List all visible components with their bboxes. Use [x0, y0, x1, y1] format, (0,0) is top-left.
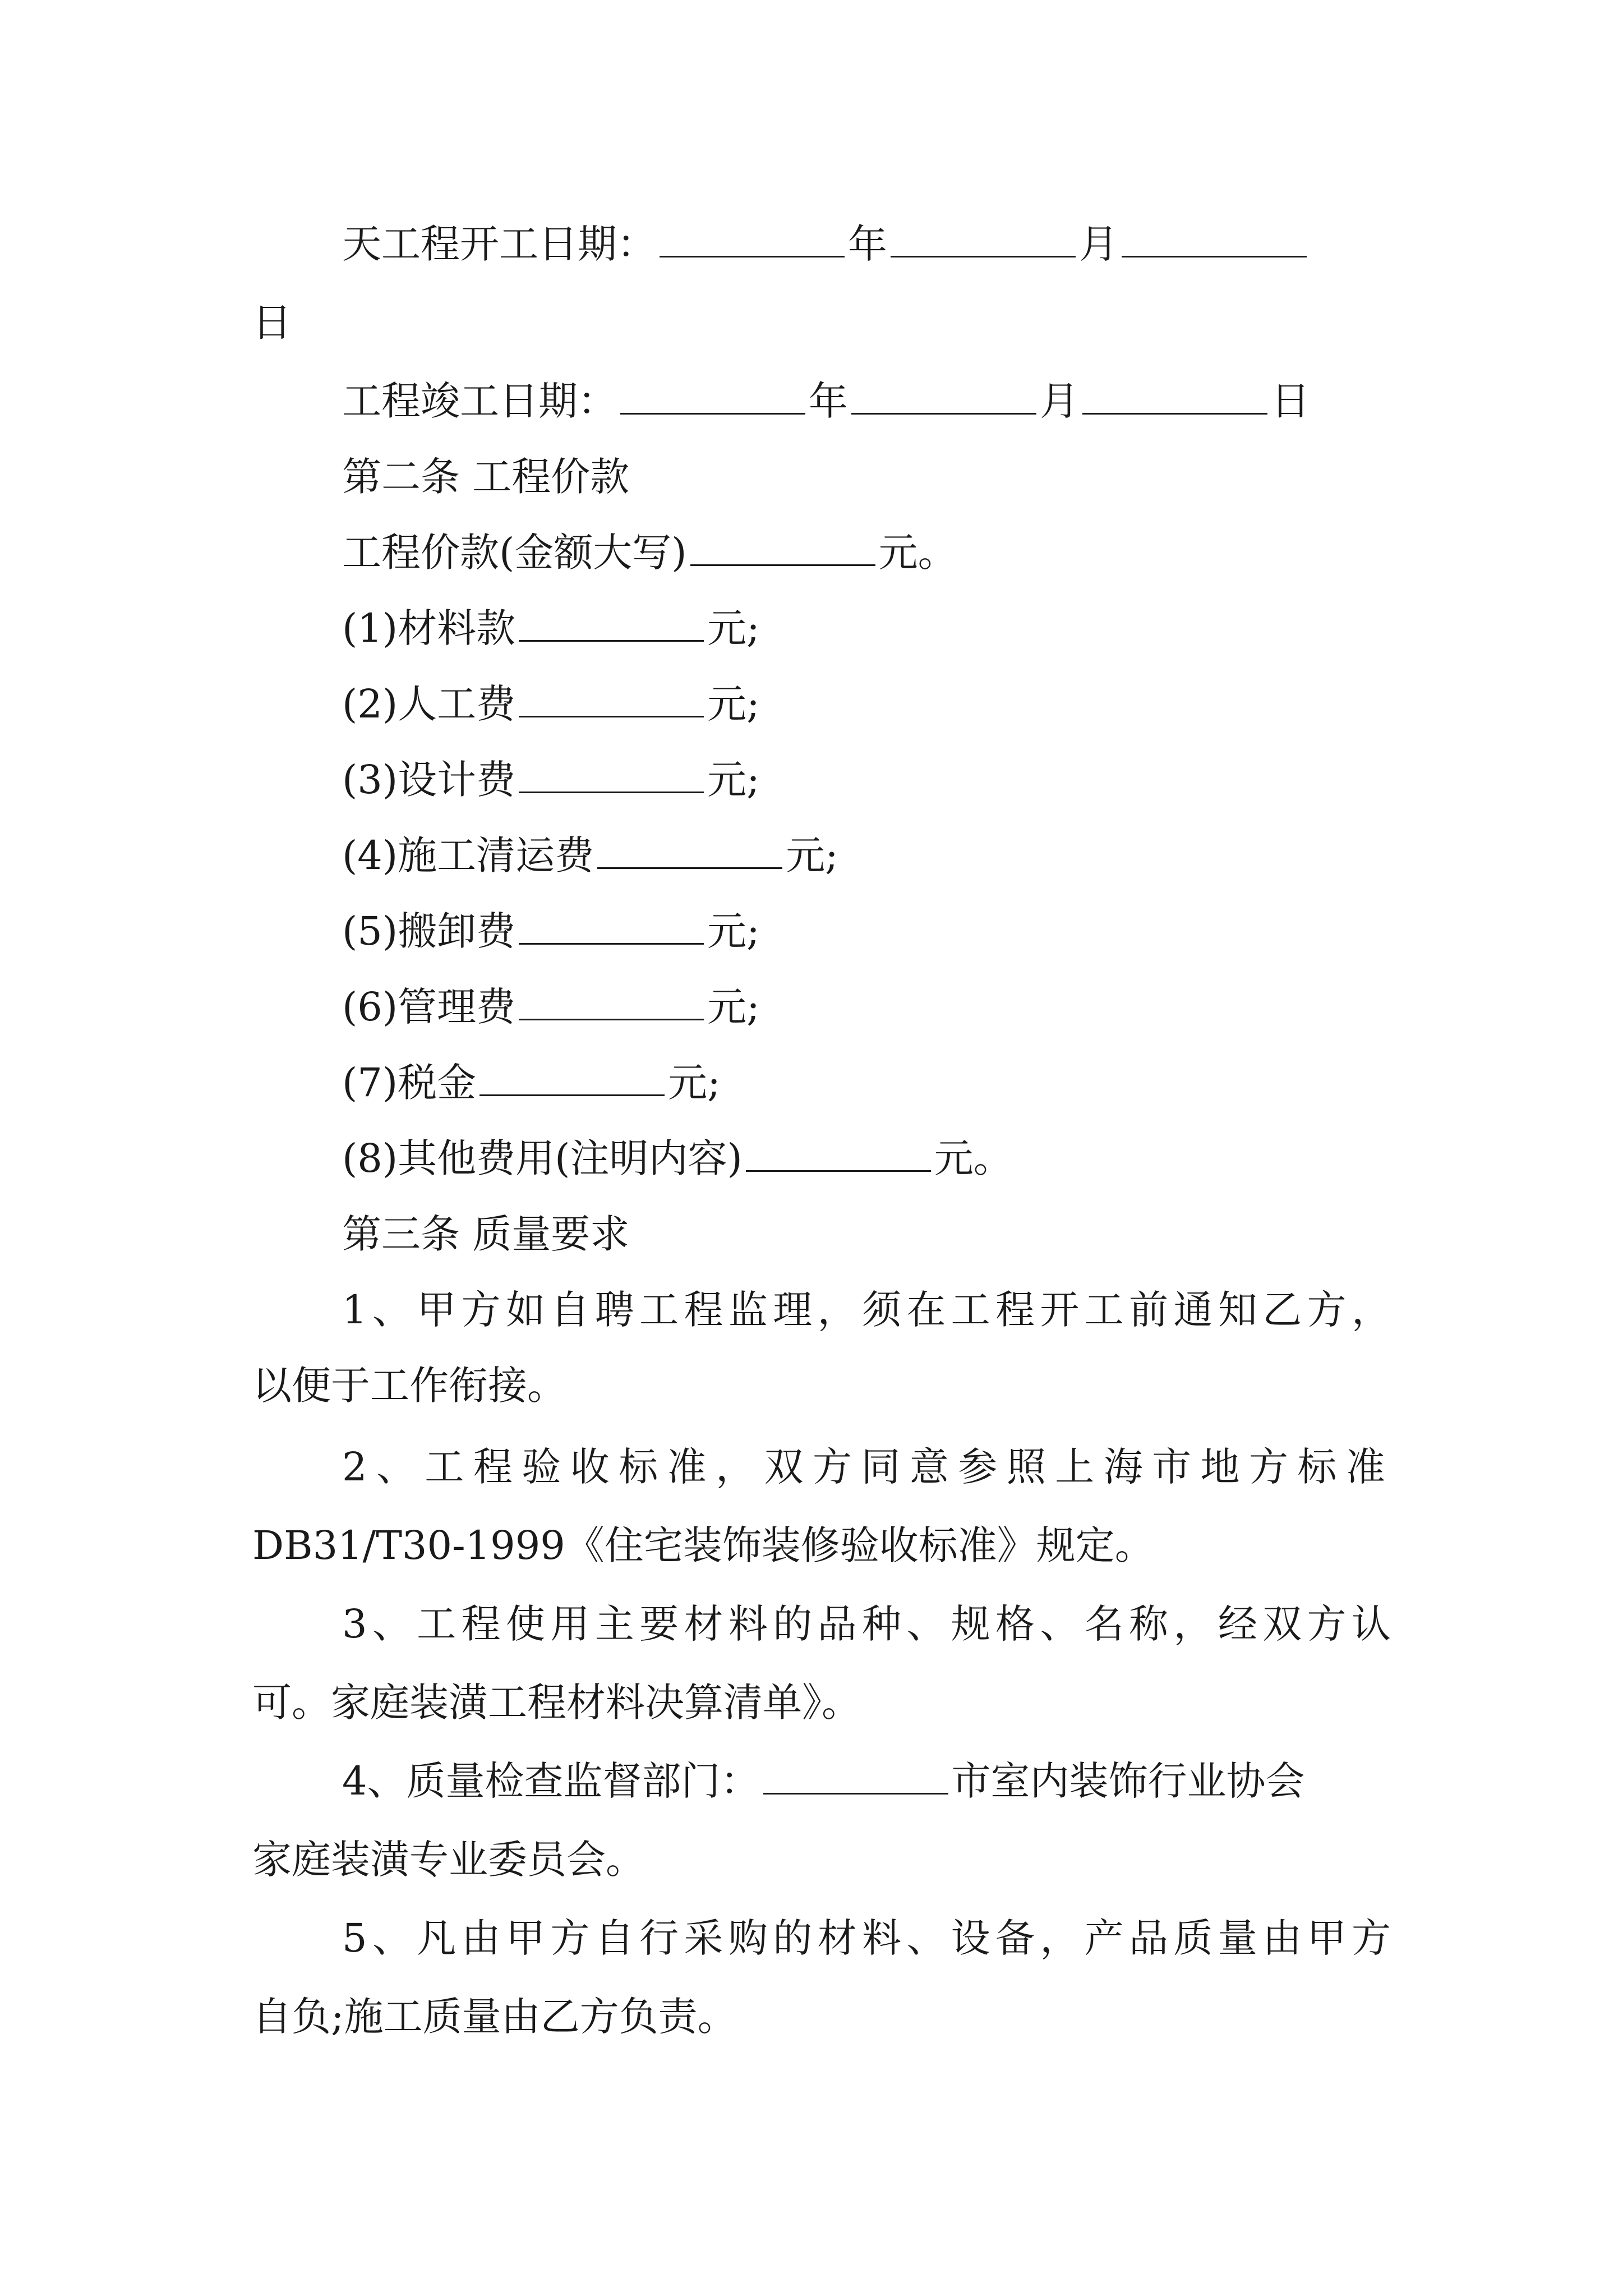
supervision-dept-label: 4、质量检查监督部门： [342, 1758, 760, 1804]
fee-item-unit: 元; [707, 681, 760, 727]
end-month-blank[interactable] [851, 374, 1036, 415]
fee-item-blank[interactable] [746, 1131, 931, 1172]
fee-item-label: (1)材料款 [342, 605, 516, 651]
month-label: 月 [1040, 378, 1079, 424]
total-price-label: 工程价款(金额大写) [342, 530, 687, 576]
fee-item-blank[interactable] [519, 677, 704, 717]
article2-heading: 第二条 工程价款 [342, 454, 630, 500]
fee-item-blank[interactable] [519, 904, 704, 945]
fee-item-blank[interactable] [519, 979, 704, 1020]
fee-item [342, 676, 760, 732]
start-month-blank[interactable] [891, 217, 1076, 257]
fee-item [342, 827, 838, 884]
fee-item-label: (4)施工清运费 [342, 832, 594, 878]
total-price-blank[interactable] [690, 525, 875, 566]
quality-para-3-line-2: 可。家庭装潢工程材料决算清单》。 [252, 1680, 861, 1726]
month-label: 月 [1079, 221, 1118, 267]
day-label: 日 [252, 300, 292, 346]
fee-item-label: (5)搬卸费 [342, 908, 516, 954]
fee-item-unit: 元; [707, 908, 760, 954]
quality-para-3-line-1: 3、工程使用主要材料的品种、规格、名称，经双方认 [342, 1601, 1391, 1647]
supervision-dept-rest: 市室内装饰行业协会 [951, 1758, 1305, 1804]
fee-item [342, 1055, 721, 1111]
total-price-line [342, 524, 957, 581]
year-label: 年 [809, 378, 848, 424]
quality-para-5-line-2: 自负;施工质量由乙方负责。 [252, 1994, 737, 2040]
quality-para-5-line-1: 5、凡由甲方自行采购的材料、设备，产品质量由甲方 [342, 1915, 1391, 1961]
fee-item-label: (8)其他费用(注明内容) [342, 1135, 743, 1181]
fee-item-unit: 元; [707, 757, 760, 803]
quality-para-4-line-1 [342, 1753, 1305, 1809]
fee-item [342, 600, 760, 656]
fee-item [342, 1130, 1013, 1186]
article3-heading: 第三条 质量要求 [342, 1211, 630, 1257]
fee-item-unit: 元; [668, 1060, 721, 1106]
day-label: 日 [1271, 378, 1310, 424]
quality-para-2-line-2: DB31/T30-1999《住宅装饰装修验收标准》规定。 [252, 1522, 1154, 1568]
start-date-day-line [252, 295, 292, 351]
end-date-line [342, 373, 1310, 429]
end-date-label: 工程竣工日期： [342, 378, 617, 424]
fee-item [342, 903, 760, 959]
fee-item-label: (7)税金 [342, 1060, 477, 1106]
supervision-dept-blank[interactable] [763, 1754, 948, 1795]
fee-item-label: (3)设计费 [342, 757, 516, 803]
fee-item-unit: 元。 [934, 1135, 1013, 1181]
quality-para-1-line-2: 以便于工作衔接。 [252, 1363, 566, 1409]
fee-item-blank[interactable] [597, 828, 782, 869]
fee-item-blank[interactable] [479, 1055, 665, 1096]
year-label: 年 [848, 221, 887, 267]
fee-item-label: (6)管理费 [342, 984, 516, 1030]
start-date-line [342, 216, 1310, 272]
fee-item-blank[interactable] [519, 601, 704, 642]
total-price-unit: 元。 [878, 530, 957, 576]
start-year-blank[interactable] [660, 217, 845, 257]
fee-item [342, 979, 760, 1035]
start-date-label: 天工程开工日期： [342, 221, 656, 267]
quality-para-4-line-2: 家庭装潢专业委员会。 [252, 1837, 645, 1883]
fee-item-unit: 元; [786, 832, 838, 878]
quality-para-1-line-1: 1、甲方如自聘工程监理，须在工程开工前通知乙方， [342, 1287, 1391, 1333]
quality-para-2-line-1: 2、工程验收标准，双方同意参照上海市地方标准 [342, 1444, 1385, 1490]
fee-item-unit: 元; [707, 605, 760, 651]
fee-item-unit: 元; [707, 984, 760, 1030]
fee-item-label: (2)人工费 [342, 681, 516, 727]
end-day-blank[interactable] [1082, 374, 1267, 415]
fee-item [342, 752, 760, 808]
start-day-blank[interactable] [1122, 217, 1307, 257]
fee-item-blank[interactable] [519, 752, 704, 793]
end-year-blank[interactable] [620, 374, 805, 415]
